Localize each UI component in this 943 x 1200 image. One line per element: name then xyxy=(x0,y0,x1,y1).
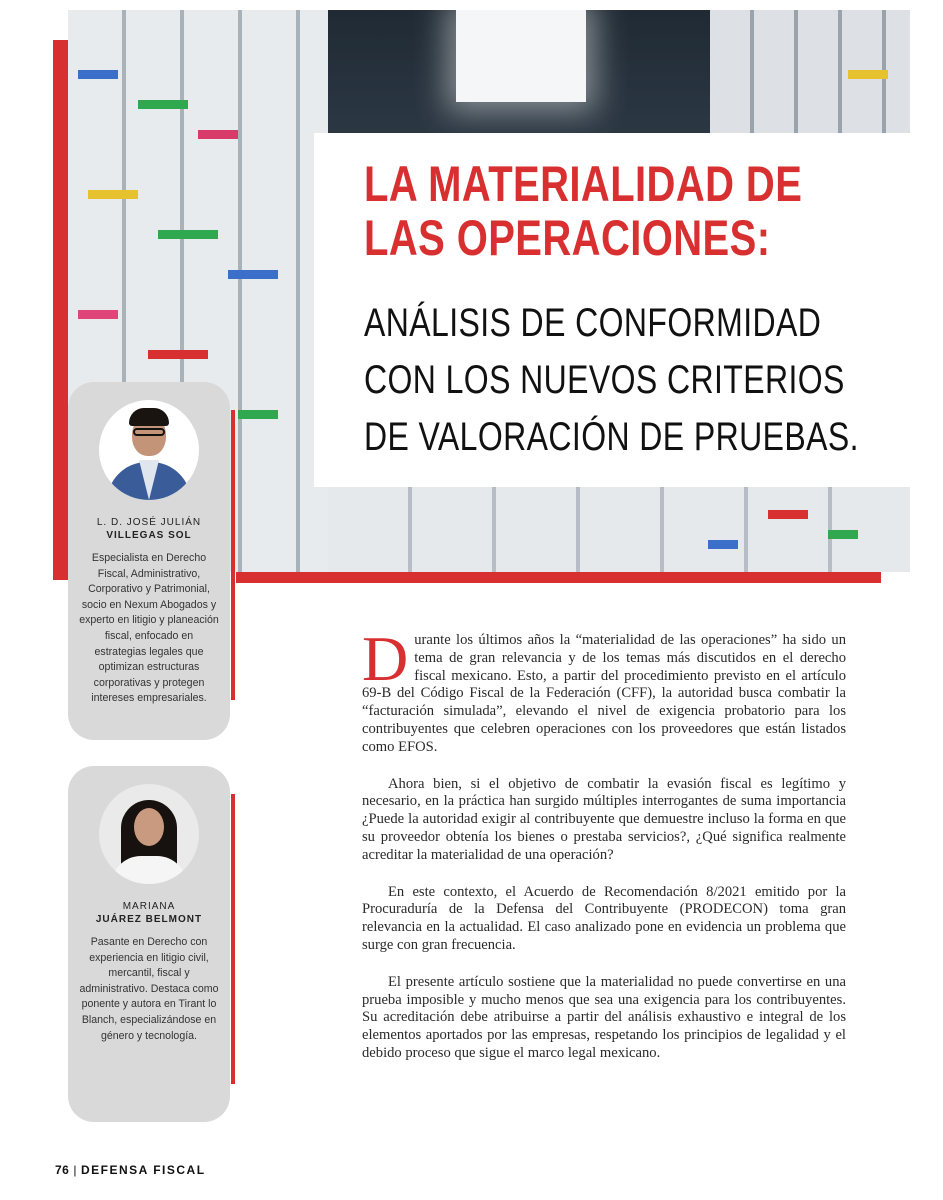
hero-stripe xyxy=(198,130,238,139)
hero-stripe xyxy=(228,270,278,279)
accent-bar-bottom xyxy=(236,572,881,583)
photo-hair xyxy=(129,408,169,426)
author-name xyxy=(68,900,230,926)
hero-stripe xyxy=(158,230,218,239)
title-line-2: LAS OPERACIONES: xyxy=(364,210,771,266)
hero-stripe xyxy=(148,350,208,359)
hero-stripe xyxy=(138,100,188,109)
paragraph-text: urante los últimos años la “materialidad de las operaciones” ha sido un tema de gran relevancia y de los temas más discutidos en el derecho fiscal mexicano. Esto, a partir del procedimiento previsto en el artículo 69-B del Código Fiscal de la Federación (CFF), la autoridad busca combatir la “facturación simulada”, elevando el nivel de exigencia probatorio para los contribuyentes que celebren operaciones con los proveedores que están listados como EFOS. xyxy=(362,632,846,755)
page-footer xyxy=(55,1163,206,1177)
hero-stripe xyxy=(78,310,118,319)
hero-stripe xyxy=(78,70,118,79)
author-card xyxy=(68,766,230,1122)
title-box xyxy=(314,133,910,487)
author-first-name: MARIANA xyxy=(122,901,176,912)
hero-stripe xyxy=(238,410,278,419)
subtitle-line-2: CON LOS NUEVOS CRITERIOS xyxy=(364,358,845,402)
card-accent-line xyxy=(231,794,235,1084)
author-bio: Pasante en Derecho con experiencia en litigio civil, mercantil, fiscal y administrativo. Destaca como ponente y autora en Tirant lo Blanch, especializándose en género y tecnología. xyxy=(79,936,219,1042)
article-body xyxy=(362,623,846,1082)
author-last-name: VILLEGAS SOL xyxy=(106,530,192,541)
author-last-name: JUÁREZ BELMONT xyxy=(95,914,203,925)
hero-stripe xyxy=(768,510,808,519)
page-number: 76 xyxy=(55,1163,70,1177)
article-paragraph: El presente artículo sostiene que la materialidad no puede convertirse en una prueba imposible y mucho menos que sea una exigencia para los contribuyentes. Su acreditación debe atribuirse a partir del análisis exhaustivo e integral de los elementos aportados por las empresas, respetando los principios de legalidad y el debido proceso que sigue el marco legal mexicano. xyxy=(362,973,846,1061)
subtitle-line-3: DE VALORACIÓN DE PRUEBAS. xyxy=(364,415,859,459)
title-line-1: LA MATERIALIDAD DE xyxy=(364,156,803,212)
photo-face xyxy=(134,808,164,846)
subtitle-line-1: ANÁLISIS DE CONFORMIDAD xyxy=(364,301,822,345)
hero-stripe xyxy=(708,540,738,549)
card-accent-line xyxy=(231,410,235,700)
article-paragraph: En este contexto, el Acuerdo de Recomendación 8/2021 emitido por la Procuraduría de la Defensa del Contribuyente (PRODECON) toma gran relevancia en la actualidad. El caso analizado pone en evidencia un problema que surge con gran frecuencia. xyxy=(362,883,846,953)
article-title xyxy=(364,157,844,265)
hero-ceiling-lamp xyxy=(456,10,586,102)
article-paragraph: Ahora bien, si el objetivo de combatir la evasión fiscal es legítimo y necesario, en la práctica han surgido múltiples interrogantes de suma importancia ¿Puede la autoridad exigir al contribuyente que demuestre incluso la forma en que su proveedor obtenía los bienes o prestaba servicios?, ¿Qué significa realmente acreditar la materialidad de una operación? xyxy=(362,775,846,863)
hero-stripe xyxy=(828,530,858,539)
magazine-name: DEFENSA FISCAL xyxy=(80,1163,206,1177)
photo-glasses xyxy=(133,428,165,436)
author-name xyxy=(68,516,230,542)
author-bio: Especialista en Derecho Fiscal, Administrativo, Corporativo y Patrimonial, socio en Nexum Abogados y experto en litigio y planeación fiscal, enfocado en estrategias legales que optimizan estructuras corporativas y protegen intereses empresariales. xyxy=(79,552,219,705)
article-subtitle xyxy=(364,295,884,466)
author-first-name: L. D. JOSÉ JULIÁN xyxy=(96,517,202,528)
accent-bar-left xyxy=(53,40,68,580)
author-photo xyxy=(99,400,199,500)
hero-stripe xyxy=(88,190,138,199)
author-card xyxy=(68,382,230,740)
hero-stripe xyxy=(848,70,888,79)
author-photo xyxy=(99,784,199,884)
footer-separator: | xyxy=(73,1163,77,1177)
article-paragraph xyxy=(362,623,846,757)
drop-cap: D xyxy=(362,623,409,694)
